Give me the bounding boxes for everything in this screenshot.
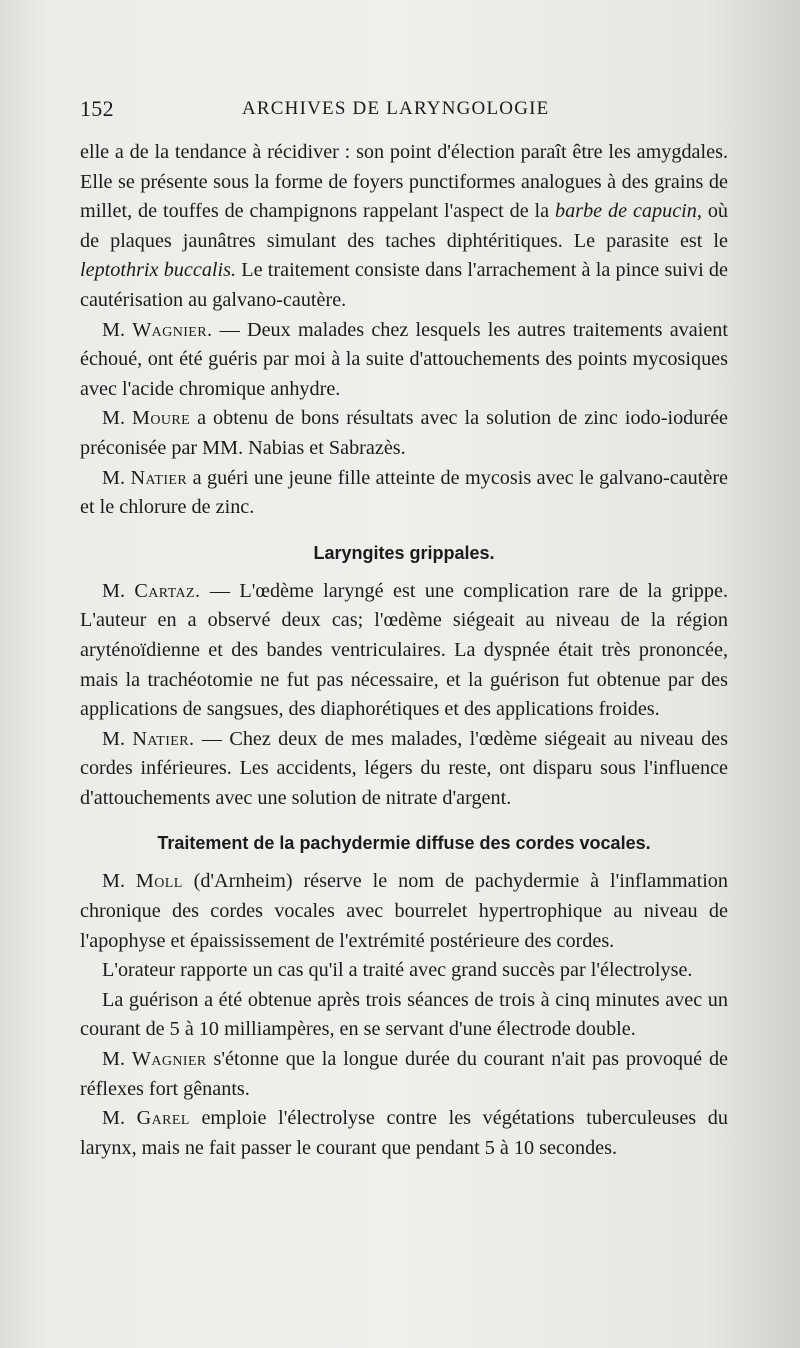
- speaker-name: Wagnier: [131, 1048, 207, 1071]
- page-number: 152: [80, 96, 114, 121]
- paragraph-natier-2: [80, 725, 728, 814]
- text: elle a de la tendance à récidiver : son point d'élection paraît être les amygdales. Elle se présente sous la forme de foyers punctiformes analogues à des grains de millet, de touffes de champignons rappelant l'aspect de la: [80, 141, 728, 223]
- paragraph-moure: [80, 404, 728, 463]
- running-header: [80, 96, 720, 126]
- text: — Deux malades chez lesquels les autres traitements avaient échoué, ont été guéris par moi à la suite d'attouchements des points mycosiques avec l'acide chromique anhydre.: [80, 318, 729, 400]
- speaker-name: Wagnier.: [132, 318, 213, 341]
- paragraph-wagnier: [80, 316, 728, 405]
- paragraph-cartaz: [80, 577, 728, 725]
- italic-term: leptothrix buccalis.: [80, 259, 237, 282]
- speaker-title: M.: [102, 579, 125, 602]
- text: — Chez deux de mes malades, l'œdème siégeait au niveau des cordes inférieures. Les accidents, légers du reste, ont disparu sous l'influence d'attouchements avec une solution de nitrate d'argent.: [80, 727, 728, 809]
- paragraph-wagnier-2: [80, 1045, 728, 1104]
- running-title: ARCHIVES DE LARYNGOLOGIE: [242, 98, 550, 119]
- paragraph-guerison: La guérison a été obtenue après trois séances de trois à cinq minutes avec un courant de 5 à 10 milliampères, en se servant d'une électrode double.: [80, 988, 728, 1041]
- speaker-name: Natier: [130, 466, 188, 489]
- speaker-name: Natier.: [132, 727, 195, 750]
- speaker-title: M.: [102, 727, 125, 750]
- section-heading-pachydermie: Traitement de la pachydermie diffuse des cordes vocales.: [157, 833, 651, 854]
- speaker-name: Moure: [132, 407, 191, 430]
- section-heading-laryngites: Laryngites grippales.: [313, 542, 495, 563]
- paragraph-natier: [80, 464, 728, 523]
- speaker-name: Cartaz.: [134, 579, 201, 602]
- speaker-name: Garel: [136, 1107, 190, 1130]
- speaker-title: M.: [102, 407, 125, 430]
- speaker-title: M.: [102, 1107, 125, 1130]
- text: emploie l'électrolyse contre les végétations tuberculeuses du larynx, mais ne fait passer le courant que pendant 5 à 10 secondes.: [80, 1107, 728, 1159]
- speaker-name: Moll: [135, 870, 183, 893]
- paragraph-orateur: L'orateur rapporte un cas qu'il a traité avec grand succès par l'électrolyse.: [102, 959, 693, 982]
- text: (d'Arnheim) réserve le nom de pachydermie à l'inflammation chronique des cordes vocales avec bourrelet hypertrophique au niveau de l'apophyse et épaississement de l'extrémité postérieure des cordes.: [80, 870, 728, 952]
- paragraph-moll: [80, 867, 728, 956]
- text: a guéri une jeune fille atteinte de mycosis avec le galvano-cautère et le chlorure de zinc.: [80, 466, 729, 519]
- text: Le traitement consiste dans l'arrachement à la pince suivi de cautérisation au galvano-cautère.: [80, 259, 728, 311]
- text: — L'œdème laryngé est une complication rare de la grippe. L'auteur en a observé deux cas; l'œdème siégeait au niveau de la région aryténoïdienne et des bandes ventriculaires. La dyspnée était très prononcée, mais la trachéotomie ne fut pas nécessaire, et la guérison fut obtenue par des applications de sangsues, des diaphorétiques et des applications froides.: [80, 579, 728, 721]
- text: où de plaques jaunâtres simulant des taches diphtéritiques. Le parasite est le: [80, 200, 728, 252]
- text: s'étonne que la longue durée du courant n'ait pas provoqué de réflexes fort gênants.: [80, 1048, 728, 1100]
- text: a obtenu de bons résultats avec la solution de zinc iodo-iodurée préconisée par MM. Nabias et Sabrazès.: [80, 407, 729, 459]
- speaker-title: M.: [102, 1048, 125, 1071]
- italic-term: barbe de capucin,: [555, 200, 702, 223]
- paragraph-continuation: [80, 138, 728, 316]
- speaker-title: M.: [102, 318, 125, 341]
- speaker-title: M.: [102, 870, 125, 893]
- paragraph-garel: [80, 1104, 728, 1163]
- page-body: [80, 138, 728, 1163]
- speaker-title: M.: [102, 466, 125, 489]
